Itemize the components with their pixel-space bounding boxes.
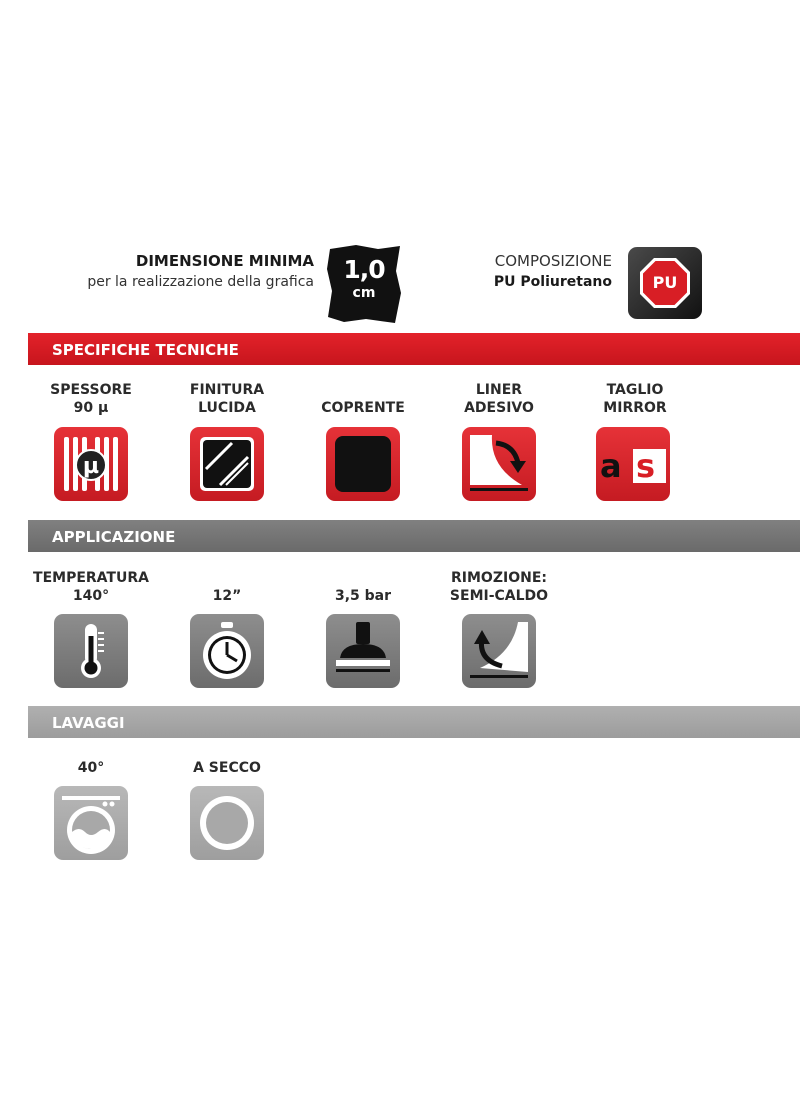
- washing-section-header: [28, 706, 800, 738]
- spec-label-liner: LINER ADESIVO: [464, 382, 534, 416]
- min-size-subtitle: per la realizzazione della grafica: [87, 274, 314, 290]
- composition-material: PU Poliuretano: [493, 274, 612, 290]
- application-section-title: APPLICAZIONE: [52, 528, 176, 546]
- min-size-value: 1,0: [343, 255, 385, 284]
- application-section-header: [28, 520, 800, 552]
- specs-section-header: [28, 333, 800, 365]
- svg-text:a: a: [600, 447, 622, 485]
- peel-icon: [462, 614, 536, 688]
- specs-section-title: SPECIFICHE TECNICHE: [52, 341, 239, 359]
- pu-badge-label: PU: [652, 273, 678, 292]
- adhesive-liner-icon: [462, 427, 536, 501]
- svg-text:s: s: [636, 447, 656, 485]
- app-label-removal: RIMOZIONE: SEMI-CALDO: [449, 570, 549, 604]
- spec-label-glossy: FINITURA LUCIDA: [189, 382, 265, 416]
- thickness-icon: [54, 427, 128, 501]
- pu-badge: [628, 247, 702, 319]
- press-icon: [326, 614, 400, 688]
- app-label-time: 12”: [212, 588, 242, 604]
- app-label-pressure: 3,5 bar: [334, 588, 392, 604]
- app-label-temperature: TEMPERATURA 140°: [33, 570, 149, 604]
- wash-label-dry-clean: A SECCO: [193, 760, 261, 776]
- wash-label-temperature: 40°: [77, 760, 105, 776]
- min-size-title: DIMENSIONE MINIMA: [135, 252, 314, 270]
- washing-machine-icon: [54, 786, 128, 860]
- dry-clean-icon: [190, 786, 264, 860]
- min-size-unit: cm: [352, 285, 376, 301]
- washing-section-title: LAVAGGI: [52, 714, 125, 732]
- stopwatch-icon: [190, 614, 264, 688]
- composition-title: COMPOSIZIONE: [494, 252, 612, 270]
- mirror-cut-icon: [596, 427, 670, 501]
- opaque-icon: [326, 427, 400, 501]
- thermometer-icon: [54, 614, 128, 688]
- spec-label-opaque: COPRENTE: [321, 400, 405, 416]
- svg-text:µ: µ: [82, 454, 100, 479]
- spec-label-mirror: TAGLIO MIRROR: [603, 382, 667, 416]
- glossy-finish-icon: [190, 427, 264, 501]
- min-size-badge: [326, 243, 402, 325]
- spec-label-thickness: SPESSORE 90 µ: [50, 382, 132, 416]
